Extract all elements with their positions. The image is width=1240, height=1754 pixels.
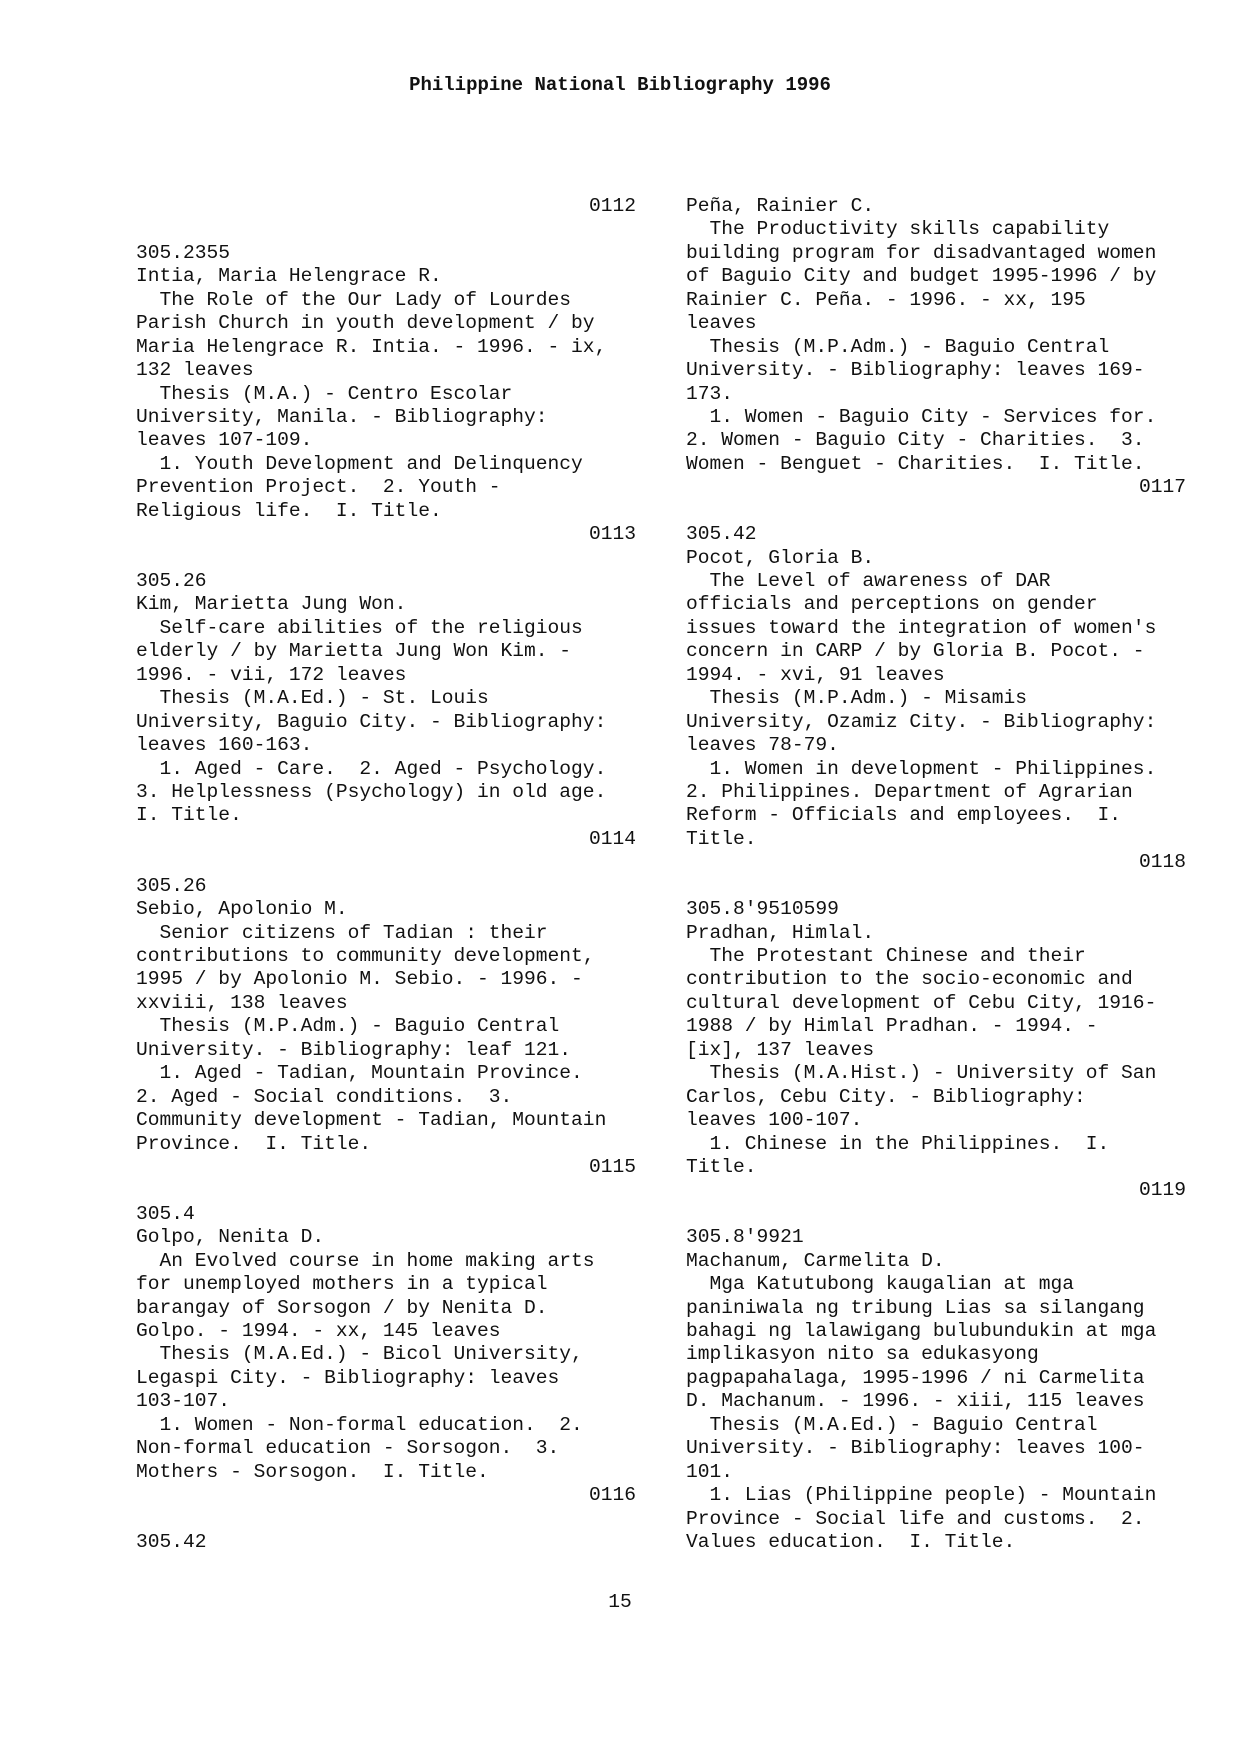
bibliography-line: leaves <box>686 312 757 335</box>
bibliography-line: An Evolved course in home making arts <box>136 1249 595 1272</box>
bibliography-line: Maria Helengrace R. Intia. - 1996. - ix, <box>136 335 607 358</box>
bibliography-line: 1. Aged - Care. 2. Aged - Psychology. <box>136 757 607 780</box>
bibliography-line: 1994. - xvi, 91 leaves <box>686 663 945 686</box>
bibliography-line: Thesis (M.A.Ed.) - St. Louis <box>136 687 489 710</box>
bibliography-line: Senior citizens of Tadian : their <box>136 921 548 944</box>
bibliography-line: University, Baguio City. - Bibliography: <box>136 710 607 733</box>
bibliography-line: Parish Church in youth development / by <box>136 312 595 335</box>
bibliography-line: 305.26 <box>136 570 207 592</box>
entry-number: 0118 <box>1138 851 1186 874</box>
bibliography-line: 132 leaves <box>136 359 254 382</box>
bibliography-line <box>136 851 636 874</box>
entry-number: 0112 <box>588 195 636 217</box>
bibliography-line: 1988 / by Himlal Pradhan. - 1994. - <box>686 1015 1098 1038</box>
bibliography-line: D. Machanum. - 1996. - xiii, 115 leaves <box>686 1390 1145 1413</box>
bibliography-line <box>136 1179 636 1202</box>
bibliography-line: pagpapahalaga, 1995-1996 / ni Carmelita <box>686 1366 1145 1389</box>
bibliography-line: leaves 160-163. <box>136 734 313 757</box>
bibliography-line: The Role of the Our Lady of Lourdes <box>136 288 572 311</box>
bibliography-line: 1. Women - Non-formal education. 2. <box>136 1413 583 1436</box>
bibliography-line: Prevention Project. 2. Youth - <box>136 476 501 499</box>
bibliography-line: implikasyon nito sa edukasyong <box>686 1343 1039 1366</box>
bibliography-line: 1. Women - Baguio City - Services for. <box>686 405 1157 428</box>
bibliography-line: 305.8'9921 <box>686 1226 804 1249</box>
bibliography-line: Title. <box>686 1155 757 1178</box>
bibliography-line: Thesis (M.A.Hist.) - University of San <box>686 1062 1157 1085</box>
bibliography-line: Legaspi City. - Bibliography: leaves <box>136 1366 560 1389</box>
bibliography-line <box>136 218 636 241</box>
bibliography-line: 2. Aged - Social conditions. 3. <box>136 1085 513 1108</box>
bibliography-line: Women - Benguet - Charities. I. Title. <box>686 452 1145 475</box>
bibliography-line: leaves 107-109. <box>136 429 313 452</box>
bibliography-column-right <box>686 195 1186 1554</box>
bibliography-line: 3. Helplessness (Psychology) in old age. <box>136 780 607 803</box>
bibliography-line: officials and perceptions on gender <box>686 593 1098 616</box>
bibliography-line: for unemployed mothers in a typical <box>136 1273 548 1296</box>
bibliography-line: 2. Philippines. Department of Agrarian <box>686 780 1133 803</box>
bibliography-line: building program for disadvantaged women <box>686 241 1157 264</box>
page-title: Philippine National Bibliography 1996 <box>409 74 831 96</box>
bibliography-line: Title. <box>686 827 757 850</box>
bibliography-line: Non-formal education - Sorsogon. 3. <box>136 1437 560 1460</box>
bibliography-line: 1. Chinese in the Philippines. I. <box>686 1132 1110 1155</box>
entry-number: 0116 <box>588 1484 636 1507</box>
bibliography-line: xxviii, 138 leaves <box>136 991 348 1014</box>
bibliography-line: Rainier C. Peña. - 1996. - xx, 195 <box>686 288 1086 311</box>
bibliography-line: paniniwala ng tribung Lias sa silangang <box>686 1296 1145 1319</box>
entry-number: 0114 <box>588 827 636 850</box>
page-number: 15 <box>608 1591 632 1613</box>
bibliography-column-left <box>136 195 636 1554</box>
bibliography-line: Religious life. I. Title. <box>136 499 442 522</box>
bibliography-line <box>136 547 636 570</box>
bibliography-line: Carlos, Cebu City. - Bibliography: <box>686 1085 1086 1108</box>
bibliography-line: University, Manila. - Bibliography: <box>136 405 548 428</box>
bibliography-line <box>686 500 1186 523</box>
bibliography-line: leaves 100-107. <box>686 1109 863 1132</box>
bibliography-line <box>686 1203 1186 1226</box>
bibliography-line: Province. I. Title. <box>136 1132 372 1155</box>
bibliography-line: Thesis (M.A.Ed.) - Baguio Central <box>686 1413 1098 1436</box>
bibliography-line: contributions to community development, <box>136 945 595 967</box>
bibliography-line: Values education. I. Title. <box>686 1530 1016 1553</box>
bibliography-line: Thesis (M.P.Adm.) - Misamis <box>686 687 1027 710</box>
bibliography-line: Sebio, Apolonio M. <box>136 898 348 921</box>
bibliography-line: 173. <box>686 382 734 405</box>
bibliography-line: University, Ozamiz City. - Bibliography: <box>686 710 1157 733</box>
bibliography-line: 305.42 <box>136 1530 207 1553</box>
bibliography-line: Pocot, Gloria B. <box>686 546 875 569</box>
bibliography-line: 1. Aged - Tadian, Mountain Province. <box>136 1062 583 1085</box>
bibliography-line: Mothers - Sorsogon. I. Title. <box>136 1460 489 1483</box>
bibliography-line: Pradhan, Himlal. <box>686 921 875 944</box>
bibliography-line: [ix], 137 leaves <box>686 1038 875 1061</box>
bibliography-line: 305.8'9510599 <box>686 898 839 921</box>
bibliography-line: 1995 / by Apolonio M. Sebio. - 1996. - <box>136 968 583 991</box>
bibliography-line: Peña, Rainier C. <box>686 195 875 217</box>
bibliography-line: 1. Women in development - Philippines. <box>686 757 1157 780</box>
bibliography-line: bahagi ng lalawigang bulubundukin at mga <box>686 1320 1157 1342</box>
bibliography-line: The Protestant Chinese and their <box>686 945 1086 967</box>
bibliography-line: Thesis (M.P.Adm.) - Baguio Central <box>136 1015 560 1038</box>
bibliography-line: 305.42 <box>686 523 757 546</box>
bibliography-line: Kim, Marietta Jung Won. <box>136 593 407 616</box>
bibliography-line <box>136 1508 636 1531</box>
entry-number: 0119 <box>1138 1179 1186 1202</box>
entry-number: 0117 <box>1138 476 1186 499</box>
bibliography-line: I. Title. <box>136 804 242 827</box>
bibliography-line: 305.26 <box>136 874 207 897</box>
bibliography-line: Community development - Tadian, Mountain <box>136 1109 607 1132</box>
bibliography-line: 101. <box>686 1460 734 1483</box>
bibliography-line: University. - Bibliography: leaf 121. <box>136 1038 572 1061</box>
bibliography-line: elderly / by Marietta Jung Won Kim. - <box>136 640 572 663</box>
bibliography-line: The Level of awareness of DAR <box>686 570 1051 592</box>
bibliography-line: 1. Youth Development and Delinquency <box>136 452 583 475</box>
bibliography-line: 305.4 <box>136 1202 195 1225</box>
bibliography-line: 103-107. <box>136 1390 231 1413</box>
bibliography-line: Reform - Officials and employees. I. <box>686 804 1122 827</box>
bibliography-line: contribution to the socio-economic and <box>686 968 1133 991</box>
entry-number: 0113 <box>588 523 636 546</box>
bibliography-line: Self-care abilities of the religious <box>136 616 583 639</box>
bibliography-line: Thesis (M.A.Ed.) - Bicol University, <box>136 1343 583 1366</box>
bibliography-line: 2. Women - Baguio City - Charities. 3. <box>686 429 1145 452</box>
bibliography-line: University. - Bibliography: leaves 100- <box>686 1437 1145 1460</box>
bibliography-line: issues toward the integration of women's <box>686 616 1157 639</box>
bibliography-line: of Baguio City and budget 1995-1996 / by <box>686 265 1157 288</box>
bibliography-line: Intia, Maria Helengrace R. <box>136 265 442 288</box>
bibliography-line: Thesis (M.A.) - Centro Escolar <box>136 382 513 405</box>
bibliography-line: University. - Bibliography: leaves 169- <box>686 359 1145 382</box>
bibliography-line: Golpo, Nenita D. <box>136 1226 325 1249</box>
bibliography-line: 1996. - vii, 172 leaves <box>136 663 407 686</box>
bibliography-line: Thesis (M.P.Adm.) - Baguio Central <box>686 335 1110 358</box>
bibliography-line: cultural development of Cebu City, 1916- <box>686 991 1157 1014</box>
bibliography-line: Machanum, Carmelita D. <box>686 1249 945 1272</box>
entry-number: 0115 <box>588 1155 636 1178</box>
bibliography-line: leaves 78-79. <box>686 734 839 757</box>
bibliography-line: 1. Lias (Philippine people) - Mountain <box>686 1484 1157 1507</box>
bibliography-line: concern in CARP / by Gloria B. Pocot. - <box>686 640 1145 663</box>
bibliography-line: Golpo. - 1994. - xx, 145 leaves <box>136 1320 501 1342</box>
bibliography-line: 305.2355 <box>136 241 231 264</box>
bibliography-line: Mga Katutubong kaugalian at mga <box>686 1273 1075 1296</box>
bibliography-line <box>686 875 1186 898</box>
bibliography-line: barangay of Sorsogon / by Nenita D. <box>136 1296 548 1319</box>
bibliography-line: The Productivity skills capability <box>686 218 1110 241</box>
bibliography-line: Province - Social life and customs. 2. <box>686 1507 1145 1530</box>
